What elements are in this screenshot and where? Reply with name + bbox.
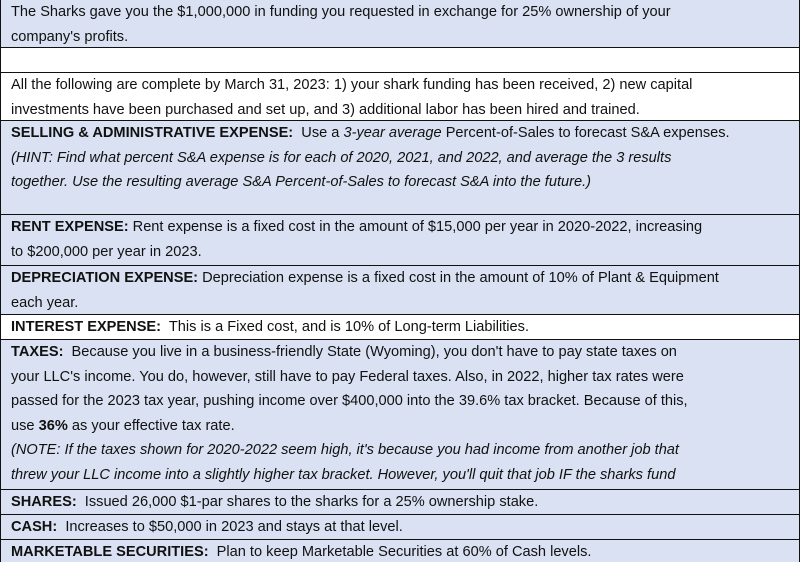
shares-line-1	[11, 490, 793, 515]
taxes-line-1	[11, 340, 793, 365]
sa-text-pre: Use a	[293, 125, 344, 141]
blank-cell[interactable]	[0, 48, 800, 72]
completion-cell[interactable]	[0, 72, 800, 121]
securities-text-1: Plan to keep Marketable Securities at 60% of Cash levels.	[208, 544, 592, 560]
taxes-line-4	[11, 414, 793, 439]
taxes-note-2: threw your LLC income into a slightly higher tax bracket. However, you'll quit that job IF the sharks fund	[11, 466, 676, 483]
taxes-note-1: (NOTE: If the taxes shown for 2020-2022 seem high, it's because you had income from another job that	[11, 442, 679, 459]
sa-expense-cell[interactable]	[0, 121, 800, 215]
cash-cell[interactable]	[0, 515, 800, 540]
interest-heading: INTEREST EXPENSE:	[11, 319, 162, 335]
rent-line-2: to $200,000 per year in 2023.	[11, 243, 202, 260]
sa-text-post: Percent-of-Sales to forecast S&A expenses.	[441, 125, 730, 141]
taxes-cell[interactable]	[0, 340, 800, 490]
securities-line-1	[11, 540, 793, 562]
shares-heading: SHARES:	[11, 494, 77, 510]
tax-rate-value: 36%	[38, 417, 68, 434]
taxes-line-3: passed for the 2023 tax year, pushing income over $400,000 into the 39.6% tax bracket. Because of this,	[11, 393, 688, 410]
sa-heading: SELLING & ADMINISTRATIVE EXPENSE:	[11, 125, 294, 141]
completion-line-2: investments have been purchased and set up, and 3) additional labor has been hired and trained.	[11, 101, 640, 118]
funding-cell[interactable]	[0, 0, 800, 48]
shares-cell[interactable]	[0, 490, 800, 515]
interest-line-1	[11, 315, 793, 340]
marketable-securities-cell[interactable]	[0, 540, 800, 562]
cash-heading: CASH:	[11, 519, 58, 535]
funding-line-2: company's profits.	[11, 28, 129, 45]
taxes-line-4-post: as your effective tax rate.	[67, 417, 235, 434]
taxes-text-1: Because you live in a business-friendly State (Wyoming), you don't have to pay state taxes on	[63, 344, 677, 360]
sa-hint-2: together. Use the resulting average S&A Percent-of-Sales to forecast S&A into the future.)	[11, 174, 592, 191]
taxes-heading: TAXES:	[11, 344, 64, 360]
rent-text-1: Rent expense is a fixed cost in the amount of $15,000 per year in 2020-2022, increasing	[128, 219, 703, 235]
depreciation-text-1: Depreciation expense is a fixed cost in the amount of 10% of Plant & Equipment	[198, 270, 719, 286]
cash-line-1	[11, 515, 793, 540]
funding-line-1: The Sharks gave you the $1,000,000 in funding you requested in exchange for 25% ownership of your	[11, 4, 671, 20]
completion-line-1: All the following are complete by March 31, 2023: 1) your shark funding has been received, 2) new capital	[11, 77, 693, 93]
rent-heading: RENT EXPENSE:	[11, 219, 129, 235]
depreciation-heading: DEPRECIATION EXPENSE:	[11, 270, 199, 286]
rent-line-1	[11, 215, 793, 240]
depreciation-expense-cell[interactable]	[0, 266, 800, 315]
rent-expense-cell[interactable]	[0, 215, 800, 266]
shares-text-1: Issued 26,000 $1-par shares to the sharks for a 25% ownership stake.	[76, 494, 539, 510]
depreciation-line-1	[11, 266, 793, 291]
sa-line-1	[11, 121, 793, 146]
cash-text-1: Increases to $50,000 in 2023 and stays at that level.	[57, 519, 403, 535]
sa-hint-1: (HINT: Find what percent S&A expense is for each of 2020, 2021, and 2022, and average the 3 results	[11, 149, 672, 166]
interest-text-1: This is a Fixed cost, and is 10% of Long-term Liabilities.	[161, 319, 530, 335]
securities-heading: MARKETABLE SECURITIES:	[11, 544, 209, 560]
taxes-line-4-pre: use	[11, 417, 39, 434]
depreciation-line-2: each year.	[11, 294, 79, 311]
interest-expense-cell[interactable]	[0, 315, 800, 340]
sa-text-em: 3-year average	[343, 125, 442, 141]
taxes-line-2: your LLC's income. You do, however, still have to pay Federal taxes. Also, in 2022, higher tax rates were	[11, 368, 684, 385]
